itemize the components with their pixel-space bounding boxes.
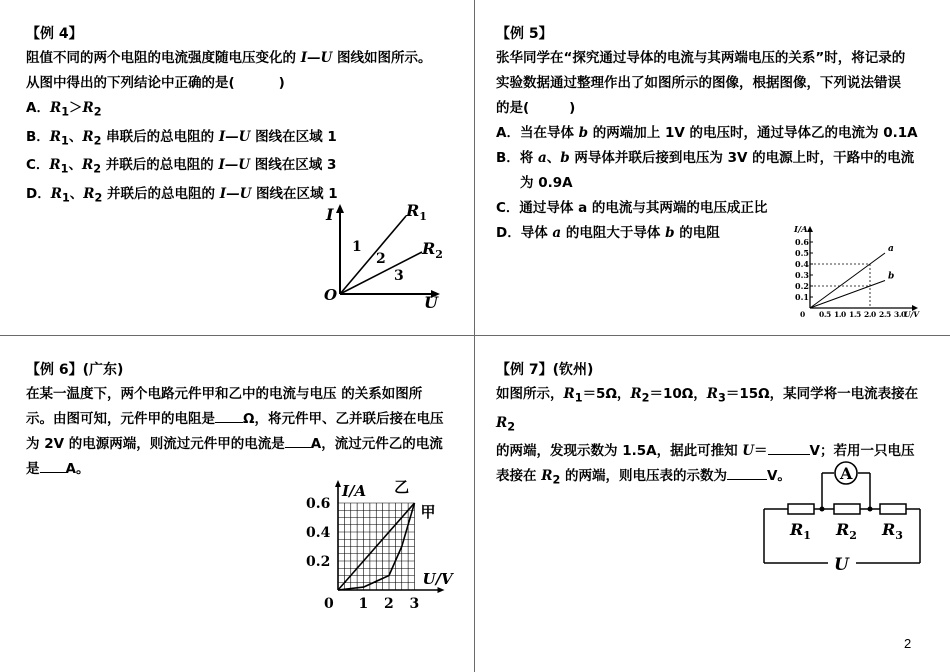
blank-current-jia[interactable] (285, 433, 311, 448)
chart6-y-arrow (335, 480, 341, 487)
junction-left (820, 507, 825, 512)
axis-i-label: I (326, 205, 334, 224)
axis-u-label: U (424, 293, 438, 310)
example-4-question: 阻值不同的两个电阻的电流强度随电压变化的 I—U 图线如图所示。 从图中得出的下列结论中正确的是( ) (26, 50, 432, 91)
example-5-title: 【例 5】 (496, 26, 553, 42)
region-3-label: 3 (394, 268, 404, 284)
region-2-label: 2 (376, 251, 386, 267)
chart5-y-tick-label: 0.3 (795, 270, 809, 280)
chart5-x-tick-label: 2.0 (864, 310, 876, 319)
chart5-y-label: I/A (794, 225, 808, 235)
chart6-x-tick-label: 1 (358, 596, 369, 612)
chart6-x-label: U/V (422, 570, 453, 588)
example-6-title: 【例 6】(广东) (26, 362, 124, 378)
r3-label: $R_3$ (882, 520, 903, 542)
example-7-circuit (756, 455, 926, 580)
example-5-question: 张华同学在“探究通过导体的电流与其两端电压的关系”时，将记录的 实验数据通过整理作出了如图所示的图像，根据图像，下列说法错误 的是( ) (496, 50, 906, 116)
origin-label: O (324, 286, 338, 304)
chart5-y-tick-label: 0.5 (795, 248, 809, 258)
chart5-series-label-b: b (888, 271, 895, 282)
r2-label: $R_2$ (836, 520, 857, 542)
example-7-title: 【例 7】(钦州) (496, 362, 594, 378)
chart6-series-label-jia: 甲 (420, 503, 436, 521)
example-6-chart (300, 478, 470, 618)
chart5-x-label: U/V (904, 310, 920, 319)
chart5-series-label-a: a (888, 244, 894, 254)
resistor-r3 (880, 504, 906, 514)
chart6-x-tick-label: 2 (384, 596, 394, 612)
chart6-y-tick-label: 0.2 (306, 554, 331, 570)
resistor-r1 (788, 504, 814, 514)
junction-right (868, 507, 873, 512)
example-4-option-d[interactable]: D．$R_1$、$R_2$ 并联后的总电阻的 I—U 图线在区域 1 (26, 186, 338, 205)
chart6-y-tick-label: 0.4 (306, 525, 331, 541)
example-5-option-b-cont: 为 0.9A (520, 175, 573, 191)
chart5-y-tick-label: 0.4 (795, 259, 809, 269)
example-6-question: 在某一温度下，两个电路元件甲和乙中的电流与电压 的关系如图所 示。由图可知，元件甲的电阻是 Ω，将元件甲、乙并联后接在电压 为 2V 的电源两端，则流过元件甲的电流是 A，流过元件乙的电流 是 A。 (26, 386, 444, 477)
chart5-x-tick-label: 1.0 (834, 310, 846, 319)
example-6 (26, 358, 456, 482)
page-number: 2 (904, 636, 912, 651)
chart6-y-label: I/A (342, 482, 367, 500)
chart6-x-tick-label: 3 (409, 596, 420, 612)
chart5-line-a (810, 253, 885, 308)
chart5-x-tick-label: 1.5 (849, 310, 861, 319)
i-axis-arrow (336, 204, 344, 213)
chart5-y-arrow (807, 226, 813, 232)
r2-label: $R_2$ (422, 239, 443, 261)
chart5-line-b (810, 281, 885, 309)
chart6-x-tick-label: 0 (324, 596, 334, 612)
resistor-r2 (834, 504, 860, 514)
ammeter-label: A (840, 464, 853, 483)
chart5-x-tick-label: 2.5 (879, 310, 891, 319)
example-5 (496, 22, 926, 246)
blank-voltage-u[interactable] (768, 440, 810, 455)
chart6-y-tick-label: 0.6 (306, 496, 331, 512)
chart5-y-tick-label: 0.1 (795, 292, 809, 302)
r1-label: $R_1$ (406, 201, 427, 223)
example-5-option-b[interactable]: B．将 a、b 两导体并联后接到电压为 3V 的电源上时，干路中的电流 (496, 150, 915, 166)
chart5-y-tick-label: 0.2 (795, 281, 809, 291)
example-5-option-a[interactable]: A．当在导体 b 的两端加上 1V 的电压时，通过导体乙的电流为 0.1A (496, 125, 918, 141)
chart5-x-tick-label: 0 (800, 310, 805, 319)
example-7-question: 如图所示，$R_1=5\Omega$，$R_2=10\Omega$，$R_3=15\Omega$，某同学将一电流表接在 $R_2$ 的两端，发现示数为 1.5A，据此可推知 U＝ V；若用一只电压 表接在 $R_2$ 的两端，则电压表的示数为 V。 (496, 386, 919, 488)
example-4 (26, 22, 456, 211)
horizontal-divider (0, 335, 950, 336)
region-1-label: 1 (352, 239, 362, 255)
blank-current-yi[interactable] (40, 458, 66, 473)
example-4-iu-diagram (318, 200, 448, 310)
chart5-x-tick-label: 0.5 (819, 310, 831, 319)
chart6-series-label-yi: 乙 (394, 478, 410, 496)
blank-resistance[interactable] (215, 408, 243, 423)
example-5-chart (782, 222, 930, 322)
example-4-title: 【例 4】 (26, 26, 83, 42)
chart5-x-tick-label: 3.0 (894, 310, 906, 319)
example-4-option-a[interactable]: A．$R_1>R_2$ (26, 100, 102, 119)
example-5-option-d[interactable]: D．导体 a 的电阻大于导体 b 的电阻 (496, 225, 720, 241)
r1-label: $R_1$ (790, 520, 811, 542)
example-5-option-c[interactable]: C．通过导体 a 的电流与其两端的电压成正比 (496, 200, 768, 216)
example-4-option-b[interactable]: B．$R_1$、$R_2$ 串联后的总电阻的 I—U 图线在区域 1 (26, 128, 337, 148)
vertical-divider (474, 0, 475, 672)
chart5-y-tick-label: 0.6 (795, 237, 809, 247)
example-4-option-c[interactable]: C．$R_1$、$R_2$ 并联后的总电阻的 I—U 图线在区域 3 (26, 157, 337, 177)
voltage-u-label: U (834, 555, 849, 575)
